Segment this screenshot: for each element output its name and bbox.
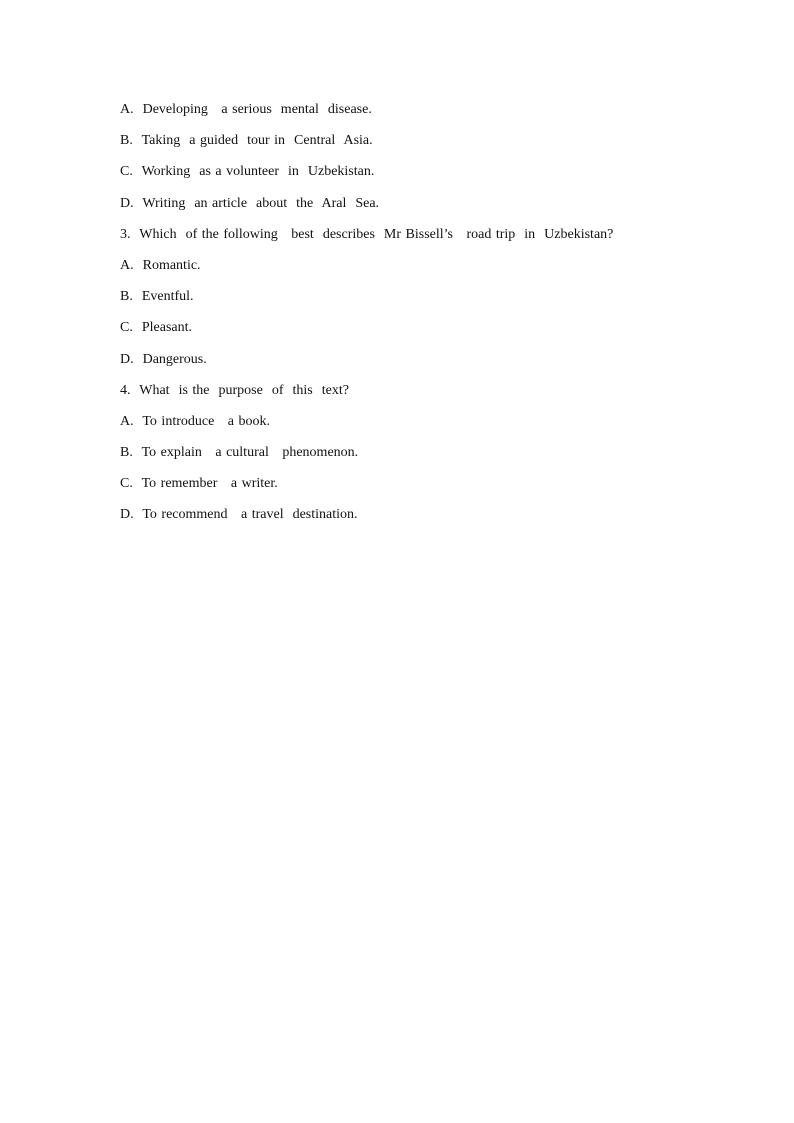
option-d-recommend-destination: D. To recommend a travel destination. (120, 507, 358, 523)
question-4: 4. What is the purpose of this text? (120, 382, 349, 398)
option-d-article: D. Writing an article about the Aral Sea. (120, 195, 380, 211)
option-a-developing-disease: A. Developing a serious mental disease. (120, 102, 372, 117)
question-options-block (120, 101, 720, 538)
option-b-guided-tour: B. Taking a guided tour in Central Asia. (120, 133, 373, 149)
option-b-explain-phenomenon: B. To explain a cultural phenomenon. (120, 445, 359, 461)
option-c-remember-writer: C. To remember a writer. (120, 476, 278, 492)
question-3: 3. Which of the following best describes Mr Bissell’s road trip in Uzbekistan? (120, 226, 614, 242)
option-c-pleasant: C. Pleasant. (120, 320, 192, 336)
option-a-romantic: A. Romantic. (120, 257, 201, 273)
option-b-eventful: B. Eventful. (120, 289, 194, 305)
option-d-dangerous: D. Dangerous. (120, 351, 207, 367)
option-c-volunteer: C. Working as a volunteer in Uzbekistan. (120, 164, 375, 180)
option-a-introduce-book: A. To introduce a book. (120, 413, 271, 429)
